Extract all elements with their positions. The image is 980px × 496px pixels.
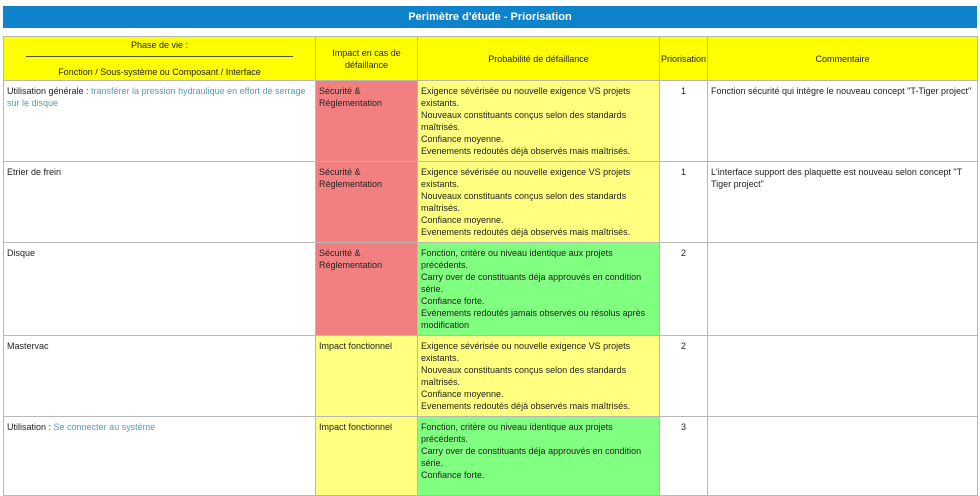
header-probability: Probabilité de défaillance bbox=[418, 37, 660, 81]
comment-cell: Fonction sécurité qui intègre le nouveau concept "T-Tiger project" bbox=[708, 81, 978, 162]
impact-cell: Sécurité & Réglementation bbox=[316, 162, 418, 243]
table-row bbox=[4, 336, 978, 417]
probability-cell bbox=[418, 81, 660, 162]
comment-cell: L'interface support des plaquette est nouveau selon concept "T Tiger project" bbox=[708, 162, 978, 243]
comment-cell bbox=[708, 417, 978, 496]
component-name: Etrier de frein bbox=[7, 167, 62, 177]
probability-line: Carry over de constituants déja approuvés en condition série. bbox=[421, 446, 642, 468]
component-name: Utilisation générale : bbox=[7, 86, 92, 96]
probability-cell bbox=[418, 417, 660, 496]
impact-cell: Impact fonctionnel bbox=[316, 336, 418, 417]
probability-cell bbox=[418, 162, 660, 243]
probability-line: Confiance moyenne. bbox=[421, 389, 504, 399]
header-phase-title: Phase de vie : bbox=[26, 39, 293, 57]
component-cell bbox=[4, 417, 316, 496]
component-cell bbox=[4, 243, 316, 336]
component-name: Mastervac bbox=[7, 341, 49, 351]
component-cell bbox=[4, 81, 316, 162]
table-row bbox=[4, 417, 978, 496]
probability-line: Exigence sévérisée ou nouvelle exigence VS projets existants. bbox=[421, 86, 631, 108]
priority-cell: 1 bbox=[660, 162, 708, 243]
probability-line: Exigence sévérisée ou nouvelle exigence VS projets existants. bbox=[421, 167, 631, 189]
priority-cell: 2 bbox=[660, 243, 708, 336]
header-impact: Impact en cas de défaillance bbox=[316, 37, 418, 81]
header-phase-subtitle: Fonction / Sous-système ou Composant / Interface bbox=[58, 67, 261, 77]
probability-line: Nouveaux constituants conçus selon des standards maîtrisés. bbox=[421, 365, 627, 387]
impact-cell: Sécurité & Réglementation bbox=[316, 243, 418, 336]
impact-cell: Sécurité & Réglementation bbox=[316, 81, 418, 162]
probability-line: Confiance moyenne. bbox=[421, 215, 504, 225]
probability-line: Carry over de constituants déja approuvés en condition série. bbox=[421, 272, 642, 294]
probability-line: Fonction, critère ou niveau identique aux projets précédents. bbox=[421, 422, 613, 444]
probability-line: Confiance forte. bbox=[421, 296, 485, 306]
probability-line: Exigence sévérisée ou nouvelle exigence VS projets existants. bbox=[421, 341, 631, 363]
table-row bbox=[4, 162, 978, 243]
header-phase bbox=[4, 37, 316, 81]
header-row bbox=[4, 37, 978, 81]
header-priority: Priorisation bbox=[660, 37, 708, 81]
probability-line: Confiance moyenne. bbox=[421, 134, 504, 144]
probability-cell bbox=[418, 243, 660, 336]
probability-line: Evenements redoutés déjà observés mais maîtrisés. bbox=[421, 227, 631, 237]
probability-line: Evenements redoutés déjà observés mais maîtrisés. bbox=[421, 401, 631, 411]
probability-line: Evénements redoutés jamais observés ou résolus après modification bbox=[421, 308, 646, 330]
probability-line: Fonction, critère ou niveau identique aux projets précédents. bbox=[421, 248, 613, 270]
priority-table bbox=[3, 36, 978, 496]
table-row bbox=[4, 243, 978, 336]
priority-cell: 1 bbox=[660, 81, 708, 162]
component-link[interactable]: Se connecter au système bbox=[53, 422, 156, 432]
header-comment: Commentaire bbox=[708, 37, 978, 81]
page-title: Perimètre d'étude - Priorisation bbox=[3, 6, 977, 28]
comment-cell bbox=[708, 336, 978, 417]
component-cell bbox=[4, 336, 316, 417]
component-name: Disque bbox=[7, 248, 36, 258]
table-row bbox=[4, 81, 978, 162]
component-cell bbox=[4, 162, 316, 243]
priority-cell: 3 bbox=[660, 417, 708, 496]
probability-line: Nouveaux constituants conçus selon des standards maîtrisés. bbox=[421, 110, 627, 132]
probability-line: Nouveaux constituants conçus selon des standards maîtrisés. bbox=[421, 191, 627, 213]
priority-cell: 2 bbox=[660, 336, 708, 417]
probability-line: Evenements redoutés déjà observés mais maîtrisés. bbox=[421, 146, 631, 156]
component-name: Utilisation : bbox=[7, 422, 54, 432]
probability-line: Confiance forte. bbox=[421, 470, 485, 480]
component-link[interactable]: transférer la pression hydraulique en effort de serrage sur le disque bbox=[7, 86, 306, 108]
impact-cell: Impact fonctionnel bbox=[316, 417, 418, 496]
probability-cell bbox=[418, 336, 660, 417]
comment-cell bbox=[708, 243, 978, 336]
